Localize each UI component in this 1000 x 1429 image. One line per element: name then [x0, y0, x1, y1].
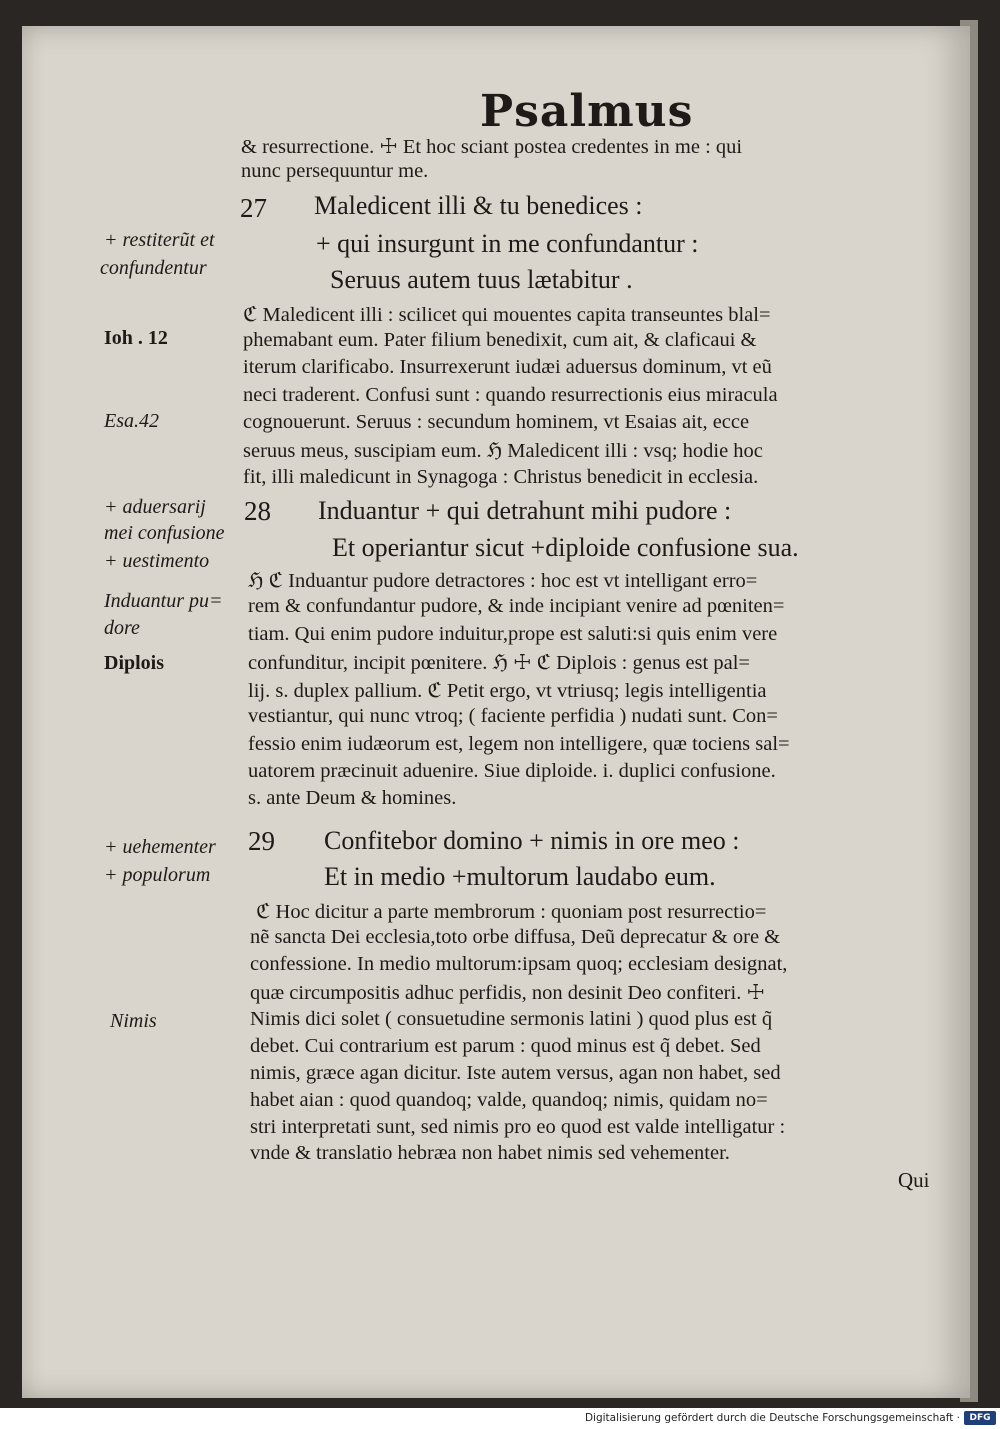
- margin-note: + uehementer: [104, 836, 216, 858]
- margin-note: Ioh . 12: [104, 327, 168, 349]
- verse-line: Seruus autem tuus lætabitur .: [330, 265, 633, 294]
- text-line: nẽ sancta Dei ecclesia,toto orbe diffusa, Deũ deprecatur & ore &: [250, 926, 781, 948]
- margin-note: + aduersarij: [104, 496, 206, 518]
- text-line: habet aian : quod quandoq; valde, quandoq; nimis, quidam no=: [250, 1089, 768, 1111]
- margin-note: dore: [104, 617, 140, 639]
- text-line: vestiantur, qui nunc vtroq; ( faciente perfidia ) nudati sunt. Con=: [248, 705, 778, 727]
- text-line: tiam. Qui enim pudore induitur,prope est saluti:si quis enim vere: [248, 623, 778, 645]
- dfg-logo-icon[interactable]: DFG: [964, 1411, 996, 1425]
- catchword: Qui: [898, 1168, 930, 1192]
- margin-note: Diplois: [104, 652, 165, 674]
- verse-line: Et in medio +multorum laudabo eum.: [324, 862, 716, 891]
- text-line: lij. s. duplex pallium. ℭ Petit ergo, vt vtriusq; legis intelligentia: [248, 680, 767, 702]
- text-line: ℭ Hoc dicitur a parte membrorum : quoniam post resurrectio=: [256, 901, 767, 923]
- margin-note: + populorum: [104, 864, 211, 886]
- verse-line: Induantur + qui detrahunt mihi pudore :: [318, 496, 732, 525]
- text-line: seruus meus, suscipiam eum. ℌ Maledicent illi : vsq; hodie hoc: [243, 440, 763, 462]
- text-line: confunditur, incipit pœnitere. ℌ ☩ ℭ Diplois : genus est pal=: [248, 652, 750, 674]
- text-line: fessio enim iudæorum est, legem non intelligere, quæ tociens sal=: [248, 733, 790, 755]
- text-line: nunc persequuntur me.: [241, 160, 429, 182]
- margin-note: + restiterũt et: [104, 229, 215, 251]
- margin-note: mei confusione: [104, 522, 225, 544]
- text-line: quæ circumpositis adhuc perfidis, non desinit Deo confiteri. ☩: [250, 982, 765, 1004]
- verse-number: 27: [240, 193, 267, 223]
- text-line: confessione. In medio multorum:ipsam quoq; ecclesiam designat,: [250, 953, 788, 975]
- verse-line: + qui insurgunt in me confundantur :: [316, 229, 699, 258]
- text-line: phemabant eum. Pater filium benedixit, cum ait, & claficaui &: [243, 329, 757, 351]
- text-line: uatorem præcinuit aduenire. Siue diploide. i. duplici confusione.: [248, 760, 776, 782]
- text-line: iterum clarificabo. Insurrexerunt iudæi aduersus dominum, vt eũ: [243, 356, 772, 378]
- text-line: vnde & translatio hebræa non habet nimis sed vehementer.: [250, 1142, 730, 1164]
- margin-note: confundentur: [100, 257, 207, 279]
- margin-note: Induantur pu=: [104, 590, 223, 612]
- footer-credit: Digitalisierung gefördert durch die Deutsche Forschungsgemeinschaft ·: [584, 1412, 960, 1424]
- margin-note: Nimis: [110, 1010, 157, 1032]
- margin-note: Esa.42: [104, 410, 159, 432]
- page-title: Psalmus: [480, 86, 694, 137]
- verse-line: Confitebor domino + nimis in ore meo :: [324, 826, 740, 855]
- verse-number: 28: [244, 496, 271, 526]
- verse-line: Et operiantur sicut +diploide confusione sua.: [332, 533, 799, 562]
- margin-note: + uestimento: [104, 550, 210, 572]
- verse-number: 29: [248, 826, 275, 856]
- text-line: cognouerunt. Seruus : secundum hominem, vt Esaias ait, ecce: [243, 411, 750, 433]
- text-line: s. ante Deum & homines.: [248, 787, 457, 809]
- text-line: & resurrectione. ☩ Et hoc sciant postea credentes in me : qui: [241, 136, 743, 158]
- text-line: neci traderent. Confusi sunt : quando resurrectionis eius miracula: [243, 384, 778, 406]
- text-line: stri interpretati sunt, sed nimis pro eo quod est valde intelligatur :: [250, 1116, 786, 1138]
- text-line: Nimis dici solet ( consuetudine sermonis latini ) quod plus est q̃: [250, 1008, 773, 1030]
- text-line: rem & confundantur pudore, & inde incipiant venire ad pœniten=: [248, 595, 785, 617]
- text-line: ℌ ℭ Induantur pudore detractores : hoc est vt intelligant erro=: [248, 570, 758, 592]
- text-line: debet. Cui contrarium est parum : quod minus est q̃ debet. Sed: [250, 1035, 761, 1057]
- text-line: nimis, græce agan dicitur. Iste autem versus, agan non habet, sed: [250, 1062, 781, 1084]
- verse-line: Maledicent illi & tu benedices :: [314, 191, 643, 220]
- text-line: ℭ Maledicent illi : scilicet qui mouentes capita transeuntes blal=: [243, 304, 771, 326]
- footer-bar: [0, 1408, 1000, 1429]
- text-line: fit, illi maledicunt in Synagoga : Christus benedicit in ecclesia.: [243, 466, 759, 488]
